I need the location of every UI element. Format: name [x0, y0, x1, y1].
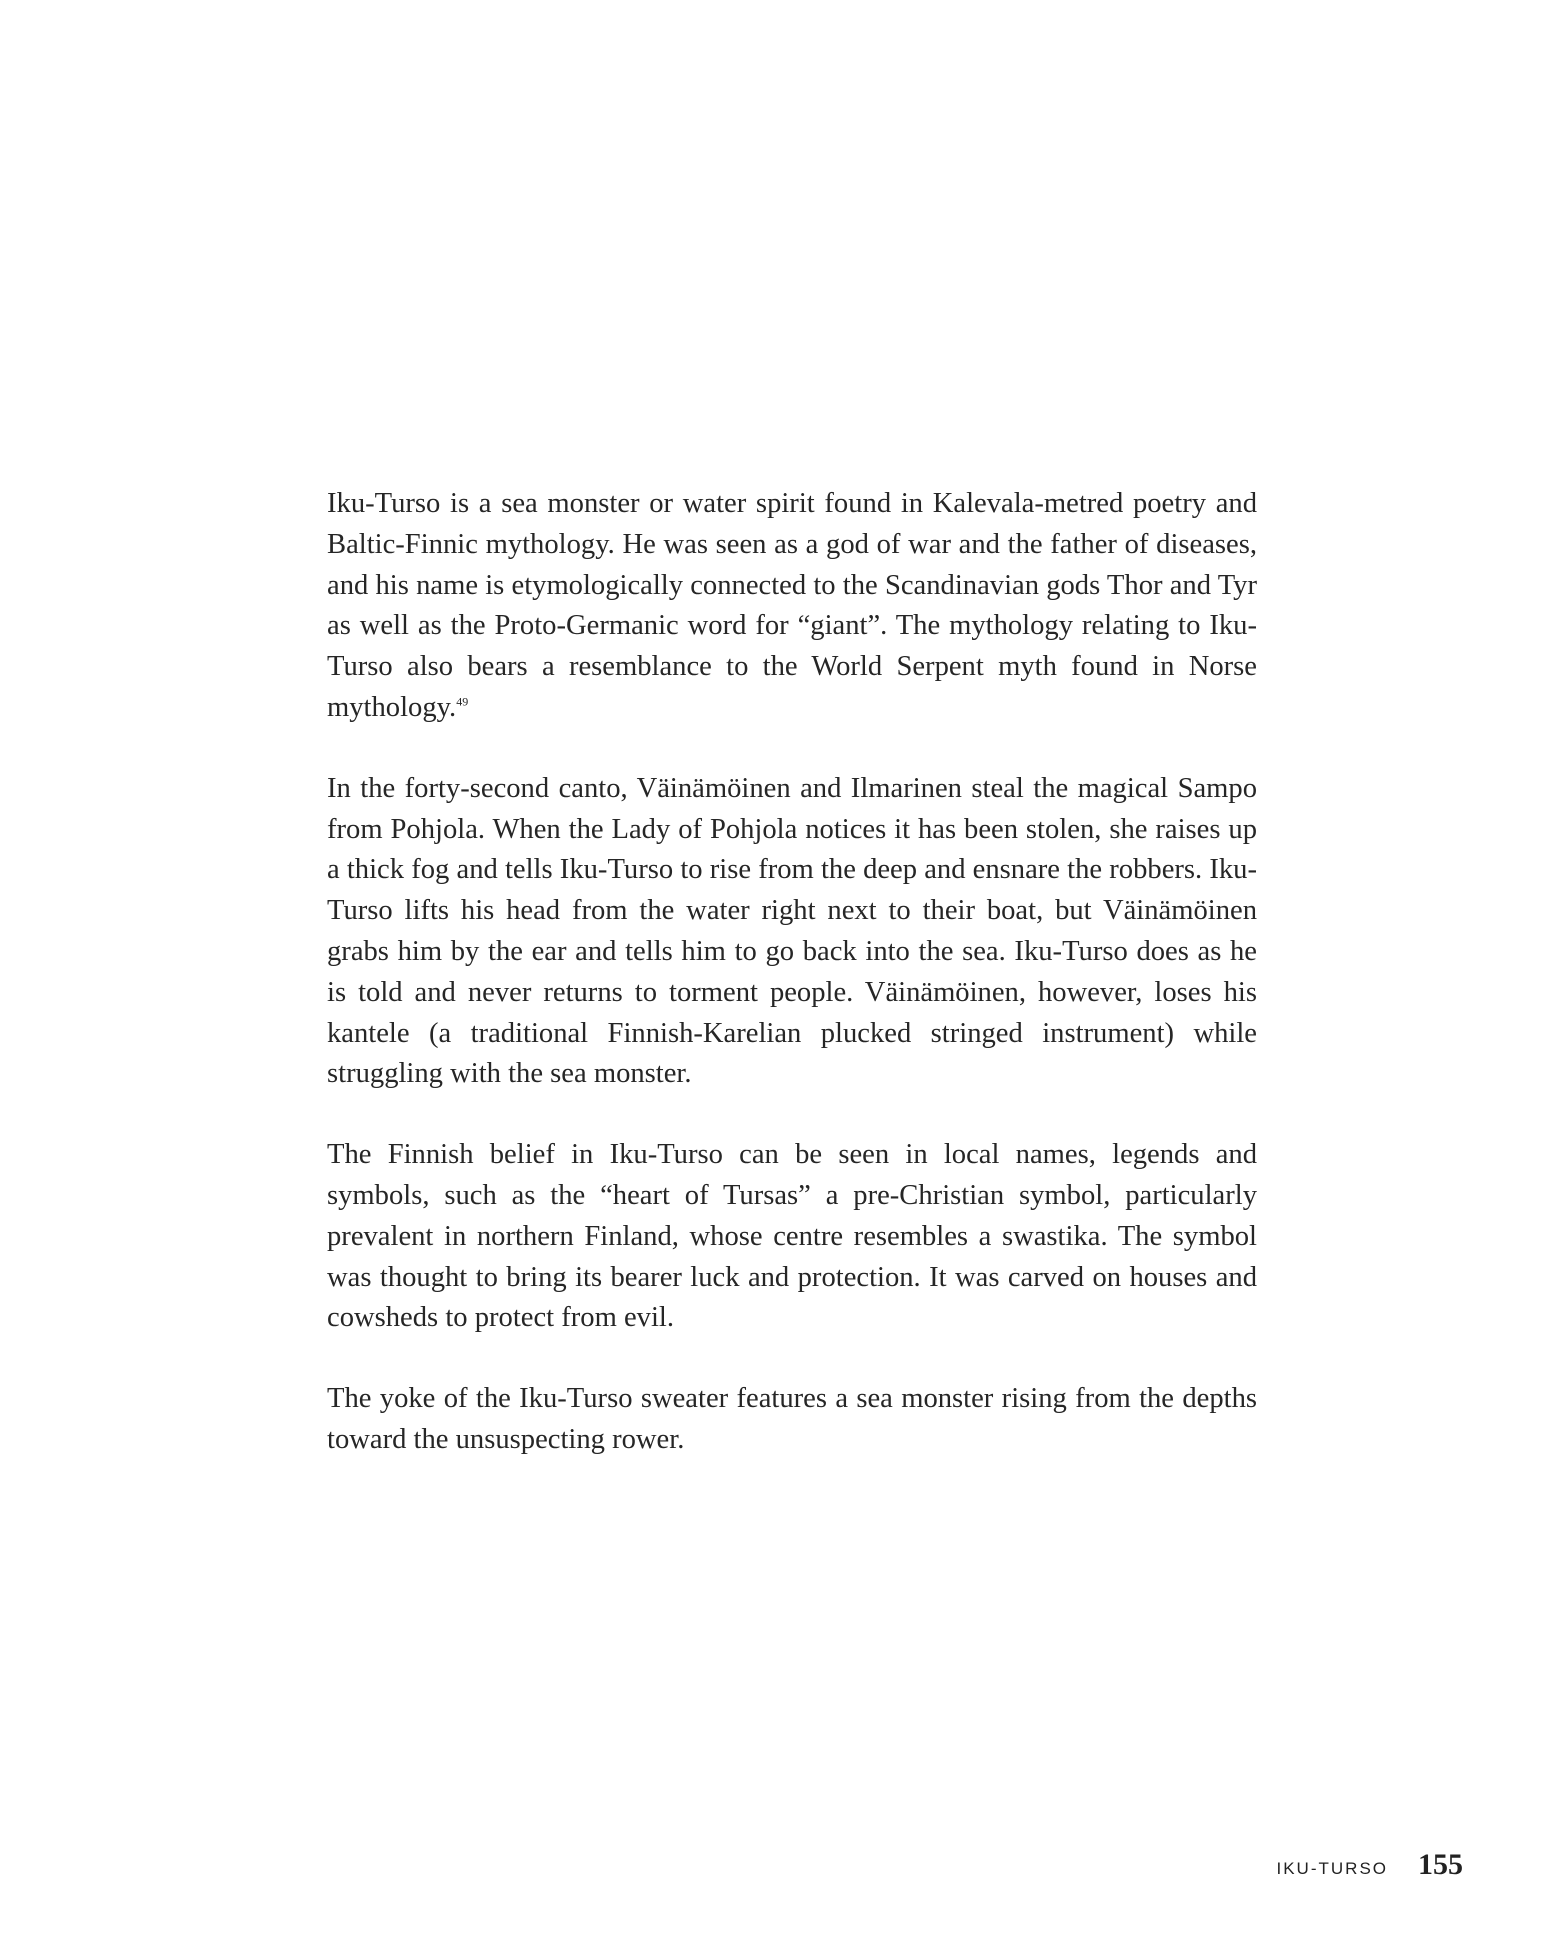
footer-section-name: IKU-TURSO [1276, 1859, 1388, 1878]
paragraph-1 [327, 484, 1257, 729]
paragraph-4: The yoke of the Iku-Turso sweater features a sea monster rising from the depths toward the unsuspecting rower. [327, 1383, 1257, 1455]
running-footer [1277, 1848, 1464, 1882]
paragraph-2: In the forty-second canto, Väinämöinen and Ilmarinen steal the magical Sampo from Pohjola. When the Lady of Pohjola notices it has been stolen, she raises up a thick fog and tells Iku-Turso to rise from the deep and ensnare the robbers. Iku-Turso lifts his head from the water right next to their boat, but Väinämöinen grabs him by the ear and tells him to go back into the sea. Iku-Turso does as he is told and never returns to torment people. Väinämöinen, however, loses his kantele (a traditional Finnish-Karelian plucked stringed instrument) while struggling with the sea monster. [327, 772, 1257, 1090]
page-number: 155 [1418, 1848, 1463, 1881]
footnote-marker[interactable]: 49 [456, 694, 469, 709]
paragraph-1-text: Iku-Turso is a sea monster or water spirit found in Kalevala-metred poetry and Baltic-Finnic mythology. He was seen as a god of war and the father of diseases, and his name is etymologically connected to the Scandinavian gods Thor and Tyr as well as the Proto-Germanic word for “giant”. The mythology relating to Iku-Turso also bears a resemblance to the World Serpent myth found in Norse mythology. [327, 488, 1257, 723]
body-text [327, 484, 1257, 1501]
paragraph-3: The Finnish belief in Iku-Turso can be seen in local names, legends and symbols, such as the “heart of Tursas” a pre-Christian symbol, particularly prevalent in northern Finland, whose centre resembles a swastika. The symbol was thought to bring its bearer luck and protection. It was carved on houses and cowsheds to protect from evil. [327, 1139, 1257, 1334]
